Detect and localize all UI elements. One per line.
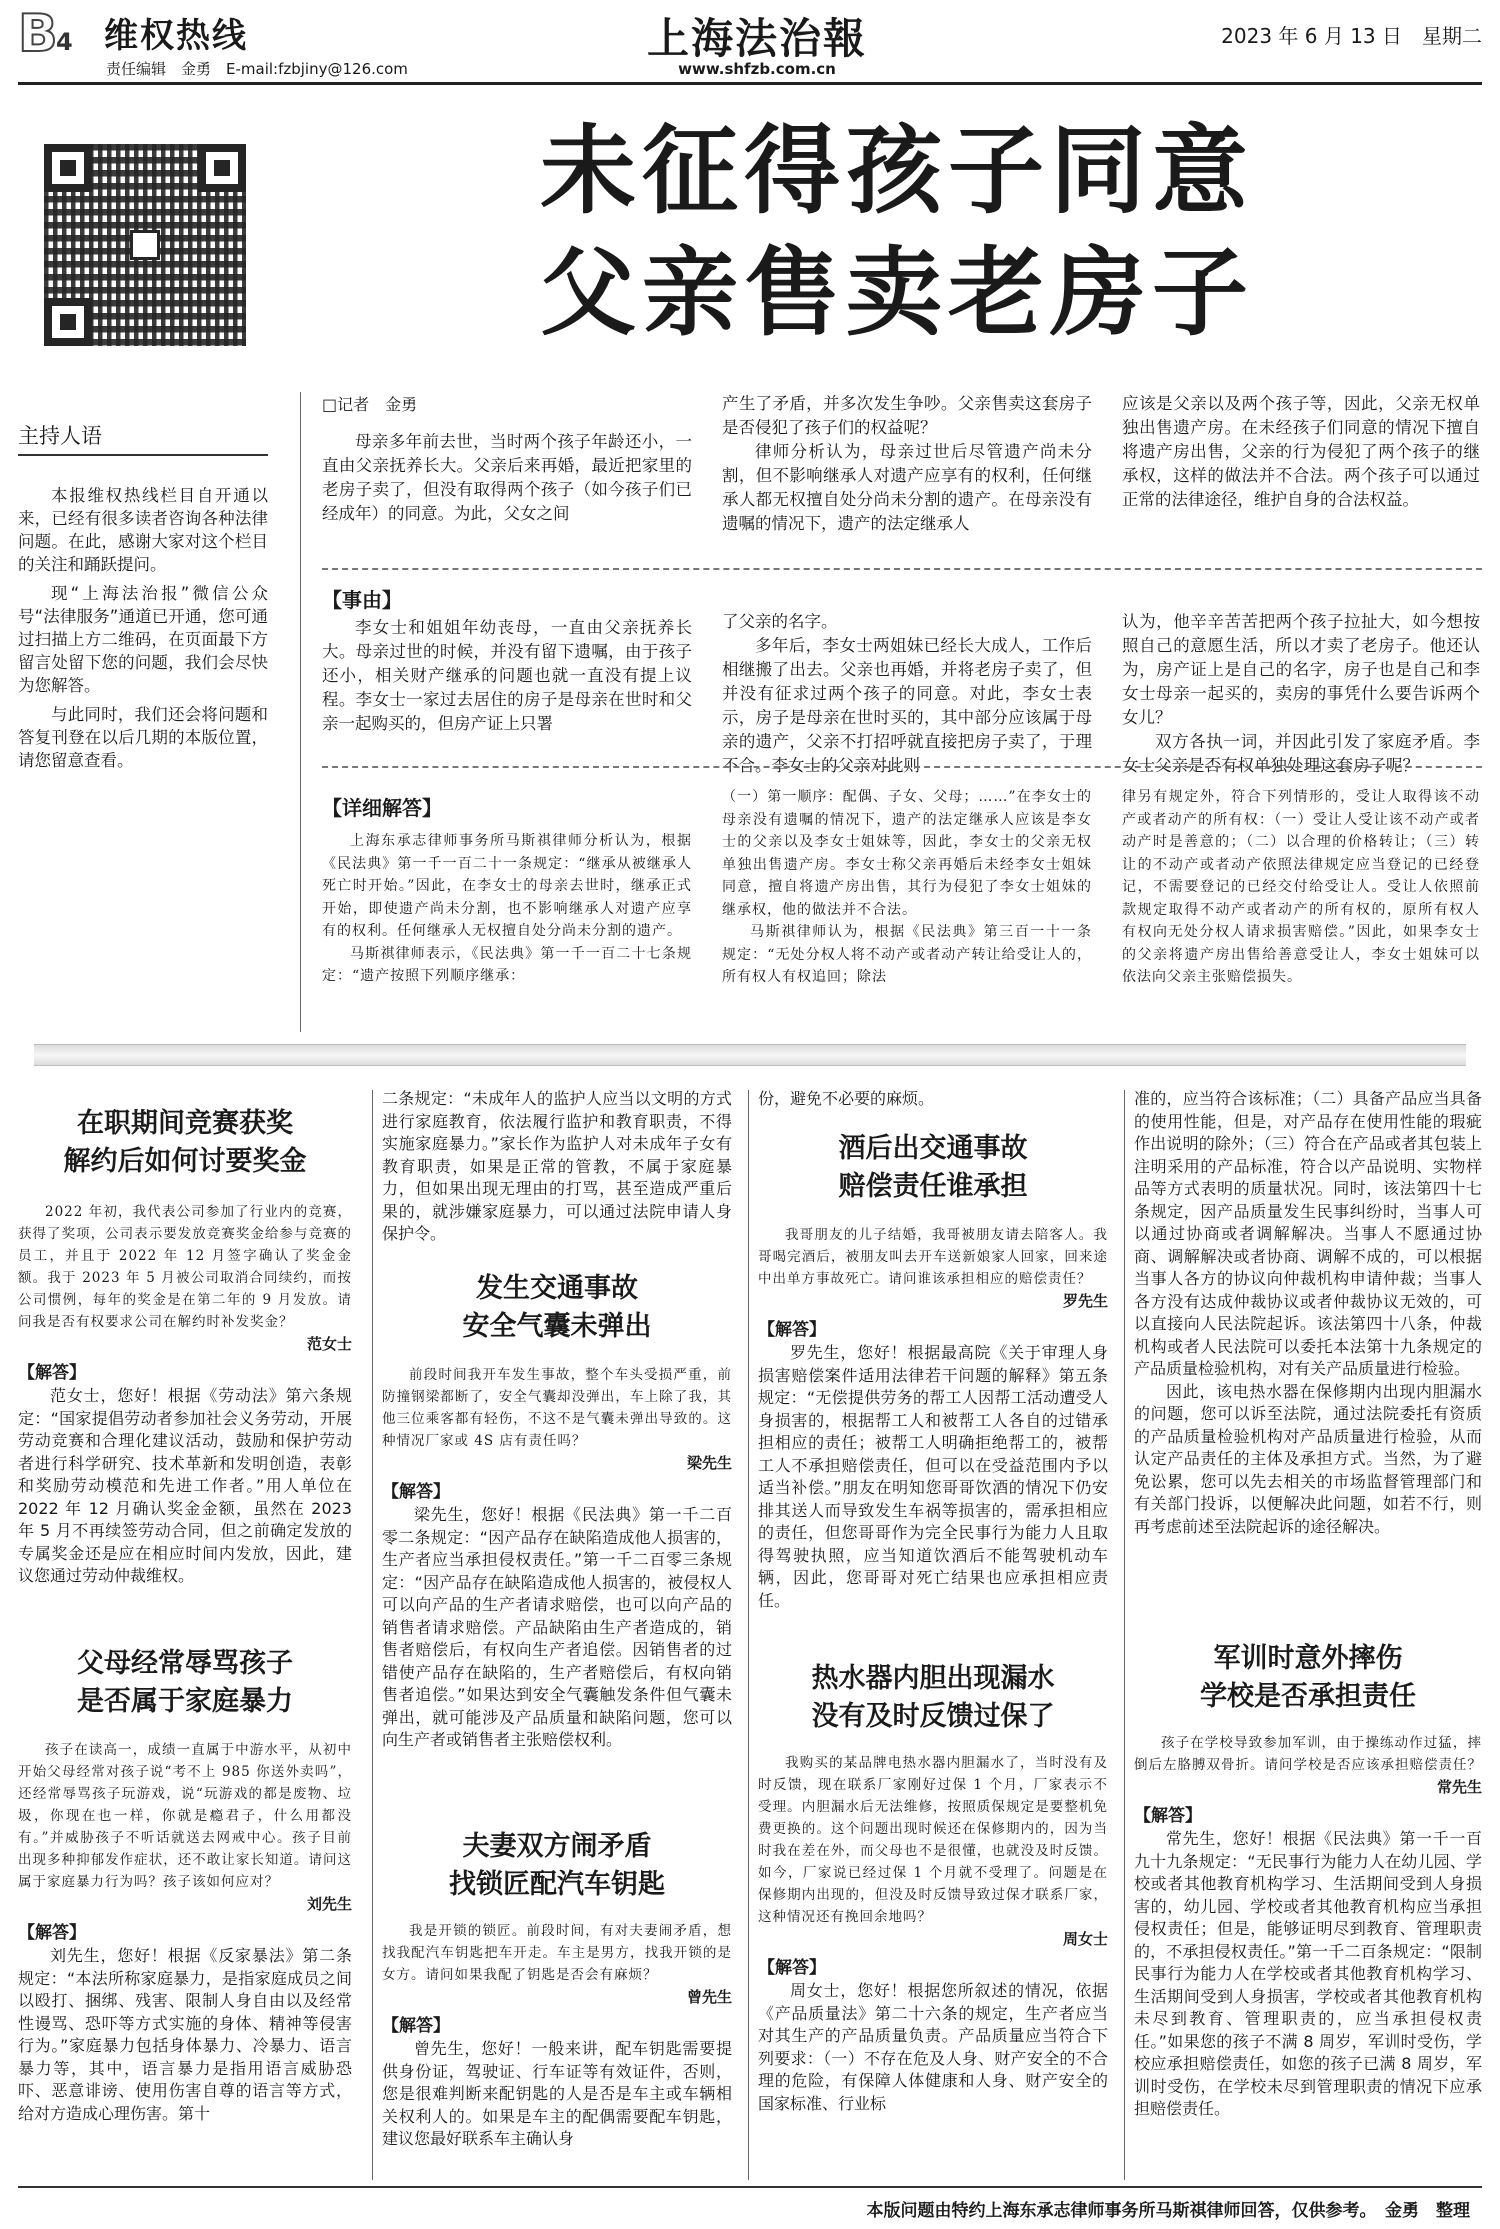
question-text <box>758 1224 1108 1290</box>
column-divider <box>748 1090 749 2180</box>
qa-item-domestic-violence <box>18 1645 352 2125</box>
qa-title-line: 热水器内胆出现漏水 <box>811 1663 1055 1694</box>
qa-title <box>382 1270 732 1346</box>
answer-label: 【解答】 <box>18 1923 86 1943</box>
qa-title-line: 安全气囊未弹出 <box>462 1311 652 1342</box>
asker-name: 刘先生 <box>306 1895 352 1913</box>
asker-name: 范女士 <box>306 1335 352 1353</box>
reason-heading: 【事由】 <box>322 588 402 612</box>
answer-label: 【解答】 <box>382 1482 450 1502</box>
answer-paragraph: 梁先生，您好！根据《民法典》第一千二百零二条规定：“因产品存在缺陷造成他人损害的，生产者应当承担侵权责任。”第一千二百零三条规定：“因产品存在缺陷造成他人损害的，被侵权人可以向产品的生产者请求赔偿，也可以向产品的销售者请求赔偿。产品缺陷由生产者造成的，销售者赔偿后，有权向生产者追偿。因销售者的过错使产品存在缺陷的，生产者赔偿后，有权向销售者追偿。”如果达到安全气囊触发条件但气囊未弹出，就可能涉及产品质量和缺陷问题，您可以向生产者或销售者主张赔偿权利。 <box>382 1505 732 1749</box>
main-headline <box>540 110 1340 354</box>
story-paragraph: 律另有规定外，符合下列情形的，受让人取得该不动产或者动产的所有权：（一）受让人受让该不动产或者动产时是善意的；（二）以合理的价格转让；（三）转让的不动产或者动产依照法律规定应当登记的已经登记，不需要登记的已经交付给受让人。受让人依照前款规定取得不动产或者动产的所有权的，原所有权人有权向无处分权人请求损害赔偿。”因此，如果李女士的父亲将遗产房出售给善意受让人，李女士姐妹可以依法向父亲主张赔偿损失。 <box>1122 789 1480 985</box>
answer-label: 【解答】 <box>758 1958 826 1978</box>
answer-paragraph: 刘先生，您好！根据《反家暴法》第二条规定：“本法所称家庭暴力，是指家庭成员之间以殴打、捆绑、残害、限制人身自由以及经常性谩骂、恐吓等方式实施的身体、精神等侵害行为。”家庭暴力包括身体暴力、冷暴力、语言暴力等，其中，语言暴力是指用语言威胁恐吓、恶意诽谤、使用伤害自尊的语言等方式，给对方造成心理伤害。第十 <box>18 1946 352 2123</box>
answer-paragraph: 因此，该电热水器在保修期内出现内胆漏水的问题，您可以诉至法院，通过法院委托有资质的产品质量检验机构对产品质量进行检验，从而认定产品责任的主体及承担方式。当然，为了避免讼累，您可以先去相关的市场监督管理部门和有关部门投诉，以便解决此问题，如若不行，则再考虑前述至法院起诉的途径解决。 <box>1134 1381 1482 1536</box>
story-paragraph: 母亲多年前去世，当时两个孩子年龄还小，一直由父亲抚养长大。父亲后来再婚，最近把家里的老房子卖了，但没有取得两个孩子（如今孩子们已经成年）的同意。为此，父女之间 <box>322 432 692 523</box>
column-divider <box>300 392 301 1032</box>
qa-title <box>18 1645 352 1721</box>
qr-finder-icon <box>44 144 92 192</box>
page-number-badge <box>18 4 82 64</box>
story-paragraph: 李女士和姐姐年幼丧母，一直由父亲抚养长大。母亲过世的时候，并没有留下遗嘱，由于孩子还小，相关财产继承的问题也就一直没有提上议程。李女士一家过去居住的房子是母亲在世时和父亲一起购买的，但房产证上只署 <box>322 618 692 733</box>
qa-item-military-training <box>1134 1640 1482 2121</box>
qa-title-line: 父母经常辱骂孩子 <box>77 1648 293 1679</box>
section-title: 维权热线 <box>104 16 248 56</box>
answer-col-1 <box>322 830 692 988</box>
question-text <box>758 1752 1108 1928</box>
qa-title <box>758 1660 1108 1736</box>
answer-paragraph: 范女士，您好！根据《劳动法》第六条规定：“国家提倡劳动者参加社会义务劳动，开展劳动竞赛和合理化建议活动，鼓励和保护劳动者进行科学研究、技术革新和发明创造，表彰和奖励劳动模范和先进工作者。”用人单位在 2022 年 12 月确认奖金金额，虽然在 2023 年 5 月不再续签劳动合同，但之前确定发放的专属奖金还是应在相应时间内发放，因此，建议您通过劳动仲裁维权。 <box>18 1386 352 1585</box>
qr-code[interactable] <box>38 138 252 352</box>
answer-text <box>758 1342 1108 1612</box>
qa-title-line: 找锁匠配汽车钥匙 <box>449 1869 665 1900</box>
qa-title-line: 酒后出交通事故 <box>838 1133 1028 1164</box>
qa-title <box>382 1828 732 1904</box>
column-divider <box>1124 1090 1125 2180</box>
reason-col-3 <box>1122 610 1480 778</box>
answer-col-2 <box>722 786 1092 989</box>
story-intro-col-2 <box>722 392 1092 536</box>
question-paragraph: 前段时间我开车发生事故，整个车头受损严重，前防撞钢梁都断了，安全气囊却没弹出，车上除了我，其他三位乘客都有轻伤，不这不是气囊未弹出导致的。这种情况厂家或 4S 店有责任吗？ <box>382 1367 732 1449</box>
publication-date: 2023 年 6 月 13 日 星期二 <box>1221 24 1482 48</box>
section-divider <box>322 568 1482 570</box>
answer-continuation: 份，避免不必要的麻烦。 <box>758 1089 935 1108</box>
qa-title-line: 赔偿责任谁承担 <box>838 1171 1028 1202</box>
answer-label: 【解答】 <box>382 2016 450 2036</box>
story-intro-col-1 <box>322 430 692 526</box>
newspaper-url[interactable]: www.shfzb.com.cn <box>678 60 836 78</box>
qr-logo-icon <box>130 230 160 260</box>
asker-name: 周女士 <box>1062 1930 1108 1948</box>
page-letter: B <box>18 4 58 64</box>
qa-title-line: 是否属于家庭暴力 <box>77 1686 293 1717</box>
column-divider <box>372 1090 373 2180</box>
headline-line-2: 父亲售卖老房子 <box>540 237 1254 349</box>
qa-title-line: 没有及时反馈过保了 <box>811 1701 1055 1732</box>
qa-title-line: 发生交通事故 <box>476 1273 638 1304</box>
footer-note: 本版问题由特约上海东承志律师事务所马斯祺律师回答，仅供参考。 金勇 整理 <box>866 2201 1470 2221</box>
answer-continuation <box>1134 1088 1482 1538</box>
story-paragraph: 双方各执一词，并因此引发了家庭矛盾。李女士父亲是否有权单独处理这套房子呢？ <box>1122 732 1480 775</box>
answer-text <box>18 1385 352 1588</box>
reason-col-2 <box>722 610 1092 778</box>
qa-title-line: 学校是否承担责任 <box>1200 1681 1416 1712</box>
question-paragraph: 孩子在学校导致参加军训，由于操练动作过猛，摔倒后左胳膊双骨折。请问学校是否应该承担赔偿责任？ <box>1134 1735 1482 1773</box>
answer-text <box>382 1504 732 1752</box>
question-paragraph: 2022 年初，我代表公司参加了行业内的竞赛，获得了奖项，公司表示要发放竞赛奖金给参与竞赛的员工，并且于 2022 年 12 月签字确认了奖金金额。我于 2023 年 5 月被公司取消合同续约，而按公司惯例，每年的奖金是在第二年的 9 月发放。请问我是否有权要求公司在解约时补发奖金？ <box>18 1204 352 1330</box>
question-text <box>18 1201 352 1333</box>
qa-title-line: 夫妻双方闹矛盾 <box>462 1831 652 1862</box>
host-paragraph: 本报维权热线栏目自开通以来，已经有很多读者咨询各种法律问题。在此，感谢大家对这个栏目的关注和踊跃提问。 <box>18 486 268 574</box>
story-paragraph: 多年后，李女士两姐妹已经长大成人，工作后相继搬了出去。父亲也再婚，并将老房子卖了，但并没有征求过两个孩子的同意。对此，李女士表示，房子是母亲在世时买的，其中部分应该属于母亲的遗产，父亲不打招呼就直接把房子卖了，于理不合。李女士的父亲对此则 <box>722 636 1092 775</box>
qa-title <box>758 1130 1108 1206</box>
answer-paragraph: 罗先生，您好！根据最高院《关于审理人身损害赔偿案件适用法律若干问题的解释》第五条规定：“无偿提供劳务的帮工人因帮工活动遭受人身损害的，根据帮工人和被帮工人各自的过错承担相应的责任；被帮工人明确拒绝帮工的，被帮工人不承担赔偿责任，但可以在受益范围内予以适当补偿。”朋友在明知您哥哥饮酒的情况下仍安排其送人而导致发生车祸等损害的，需承担相应的责任，但您哥哥作为完全民事行为能力人且取得驾驶执照，应当知道饮酒后不能驾驶机动车辆，因此，您哥哥对死亡结果也应承担相应责任。 <box>758 1343 1108 1610</box>
story-paragraph: 上海东承志律师事务所马斯祺律师分析认为，根据《民法典》第一千一百二十一条规定：“继承从被继承人死亡时开始。”因此，在李女士的母亲去世时，继承正式开始，即使遗产尚未分割，也不影响继承人对遗产应享有的权利。任何继承人无权擅自处分尚未分割的遗产。 <box>322 833 692 939</box>
qr-finder-icon <box>198 144 246 192</box>
story-paragraph: 律师分析认为，母亲过世后尽管遗产尚未分割，但不影响继承人对遗产应享有的权利，任何继承人都无权擅自处分尚未分割的遗产。在母亲没有遗嘱的情况下，遗产的法定继承人 <box>722 442 1092 533</box>
story-paragraph: 马斯祺律师表示，《民法典》第一千一百二十七条规定：“遗产按照下列顺序继承： <box>322 945 692 984</box>
question-paragraph: 我购买的某品牌电热水器内胆漏水了，当时没有及时反馈，现在联系厂家刚好过保 1 个月，厂家表示不受理。内胆漏水后无法维修，按照质保规定是要整机免费更换的。这个问题出现时候还在保修期内的，因为当时我在差在外，而父母也不是很懂，也就没及时反馈。如今，厂家说已经过保 1 个月就不受理了。问题是在保修期内出现的，但没及时反馈导致过保才联系厂家，这种情况还有挽回余地吗？ <box>758 1755 1108 1925</box>
story-paragraph: 应该是父亲以及两个孩子等，因此，父亲无权单独出售遗产房。在未经孩子们同意的情况下擅自将遗产房出售，父亲的行为侵犯了两个孩子的继承权，这样的做法并不合法。两个孩子可以通过正常的法律途径，维护自身的合法权益。 <box>1122 394 1480 509</box>
question-text <box>1134 1732 1482 1776</box>
section-divider <box>322 766 1482 768</box>
question-paragraph: 孩子在读高一，成绩一直属于中游水平，从初中开始父母经常对孩子说“考不上 985 你送外卖吗”，还经常辱骂孩子玩游戏，说“玩游戏的都是废物、垃圾，你现在也一样，你就是瘾君子，什么用都没有。”并威胁孩子不听话就送去网戒中心。孩子目前出现多种抑郁发作症状，还不敢让家长知道。请问这属于家庭暴力行为吗？孩子该如何应对？ <box>18 1742 352 1890</box>
answer-paragraph: 周女士，您好！根据您所叙述的情况，依据《产品质量法》第二十六条的规定，生产者应当对其生产的产品质量负责。产品质量应当符合下列要求：（一）不存在危及人身、财产安全的不合理的危险，有保障人体健康和人身、财产安全的国家标准、行业标 <box>758 1981 1108 2113</box>
qa-item-car-key <box>382 1828 732 2151</box>
question-paragraph: 我哥朋友的儿子结婚，我哥被朋友请去陪客人。我哥喝完酒后，被朋友叫去开车送新娘家人回家，回来途中出单方事故死亡。请问谁该承担相应的赔偿责任？ <box>758 1227 1108 1287</box>
qa-item-water-heater <box>758 1660 1108 2115</box>
answer-text <box>1134 1828 1482 2121</box>
story-intro-col-3 <box>1122 392 1480 512</box>
question-paragraph: 我是开锁的锁匠。前段时间，有对夫妻闹矛盾，想找我配汽车钥匙把车开走。车主是男方，找我开锁的是女方。请问如果我配了钥匙是否会有麻烦？ <box>382 1923 732 1983</box>
asker-name: 罗先生 <box>1062 1292 1108 1310</box>
story-paragraph: 产生了矛盾，并多次发生争吵。父亲售卖这套房子是否侵犯了孩子们的权益呢？ <box>722 394 1092 437</box>
answer-paragraph: 准的，应当符合该标准；（二）具备产品应当具备的使用性能，但是，对产品存在使用性能的瑕疵作出说明的除外；（三）符合在产品或者其包装上注明采用的产品标准，符合以产品说明、实物样品等方式表明的质量状况。同时，该法第四十七条规定，因产品质量发生民事纠纷时，当事人可以通过协商或者调解解决。当事人不愿通过协商、调解解决或者协商、调解不成的，可以根据当事人各方的协议向仲裁机构申请仲裁；当事人各方没有达成仲裁协议或者仲裁协议无效的，可以直接向人民法院起诉。该法第四十八条，仲裁机构或者人民法院可以委托本法第十九条规定的产品质量检验机构，对有关产品质量进行检验。 <box>1134 1089 1482 1378</box>
newspaper-logo: 上海法治報 <box>646 14 867 63</box>
qa-title-line: 解约后如何讨要奖金 <box>63 1146 307 1177</box>
story-paragraph: 马斯祺律师认为，根据《民法典》第三百一十一条规定：“无处分权人将不动产或者动产转让给受让人的，所有权人有权追回；除法 <box>722 924 1092 985</box>
asker-name: 常先生 <box>1436 1778 1482 1796</box>
answer-label: 【解答】 <box>758 1320 826 1340</box>
answer-text <box>382 2038 732 2151</box>
answer-heading: 【详细解答】 <box>322 796 442 820</box>
page-num: 4 <box>56 28 73 56</box>
story-paragraph: 了父亲的名字。 <box>722 612 838 631</box>
answer-text <box>18 1945 352 2125</box>
editor-line: 责任编辑 金勇 E-mail:fzbjiny@126.com <box>106 60 408 78</box>
qa-title-line: 军训时意外摔伤 <box>1213 1643 1403 1674</box>
qa-title <box>1134 1640 1482 1716</box>
host-paragraph: 与此同时，我们还会将问题和答复刊登在以后几期的本版位置，请您留意查看。 <box>18 705 268 770</box>
qa-title-line: 在职期间竞赛获奖 <box>77 1108 293 1139</box>
answer-text <box>758 1980 1108 2115</box>
answer-paragraph: 常先生，您好！根据《民法典》第一千一百九十九条规定：“无民事行为能力人在幼儿园、学校或者其他教育机构学习、生活期间受到人身损害的，幼儿园、学校或者其他教育机构应当承担侵权责任；但是，能够证明尽到教育、管理职责的，不承担侵权责任。”第一千二百条规定：“限制民事行为能力人在学校或者其他教育机构学习、生活期间受到人身损害，学校或者其他教育机构未尽到教育、管理职责的，应当承担侵权责任。”如果您的孩子不满 8 周岁，军训时受伤，学校应承担赔偿责任，如您的孩子已满 8 周岁，军训时受伤，在学校未尽到管理职责的情况下应承担赔偿责任。 <box>1134 1829 1482 2118</box>
qa-item-bonus <box>18 1105 352 1588</box>
byline: □记者 金勇 <box>322 395 418 414</box>
asker-name: 梁先生 <box>686 1454 732 1472</box>
footer-rule <box>18 2186 1482 2188</box>
answer-paragraph: 曾先生，您好！一般来讲，配车钥匙需要提供身份证，驾驶证、行车证等有效证件，否则，您是很难判断来配钥匙的人是否是车主或车辆相关权利人的。如果是车主的配偶需要配车钥匙，建议您最好联系车主确认身 <box>382 2039 732 2148</box>
story-paragraph: （一）第一顺序：配偶、子女、父母；……”在李女士的母亲没有遗嘱的情况下，遗产的法定继承人应该是李女士的父亲以及李女士姐妹等，因此，李女士的父亲无权单独出售遗产房。李女士称父亲再婚后未经李女士姐妹同意，擅自将遗产房出售，其行为侵犯了李女士姐妹的继承权，他的做法并不合法。 <box>722 789 1092 918</box>
host-column-title: 主持人语 <box>18 420 268 456</box>
answer-continuation: 二条规定：“未成年人的监护人应当以文明的方式进行家庭教育，依法履行监护和教育职责，不得实施家庭暴力。”家长作为监护人对未成年子女有教育职责，如果是正常的管教，不属于家庭暴力，但如果出现无理由的打骂，甚至造成严重后果的，就涉嫌家庭暴力，可以通过法院申请人身保护令。 <box>382 1089 732 1243</box>
story-paragraph: 认为，他辛辛苦苦把两个孩子拉扯大，如今想按照自己的意愿生活，所以才卖了老房子。他还认为，房产证上是自己的名字，房子也是自己和李女士母亲一起买的，卖房的事凭什么要告诉两个女儿？ <box>1122 612 1480 727</box>
masthead-rule <box>18 82 1482 85</box>
headline-line-1: 未征得孩子同意 <box>540 115 1254 227</box>
answer-label: 【解答】 <box>1134 1806 1202 1826</box>
qr-finder-icon <box>44 298 92 346</box>
host-paragraph: 现“上海法治报”微信公众号“法律服务”通道已开通，您可通过扫描上方二维码，在页面最下方留言处留下您的问题，我们会尽快为您解答。 <box>18 584 268 695</box>
question-text <box>382 1920 732 1986</box>
answer-col-3 <box>1122 786 1480 989</box>
question-text <box>382 1364 732 1452</box>
answer-label: 【解答】 <box>18 1363 86 1383</box>
host-column-text <box>18 484 268 778</box>
section-separator-bar <box>34 1044 1466 1066</box>
qa-item-airbag <box>382 1270 732 1752</box>
qa-title <box>18 1105 352 1181</box>
question-text <box>18 1739 352 1893</box>
qa-item-drunk-driving <box>758 1130 1108 1612</box>
asker-name: 曾先生 <box>686 1988 732 2006</box>
reason-col-1 <box>322 616 692 736</box>
